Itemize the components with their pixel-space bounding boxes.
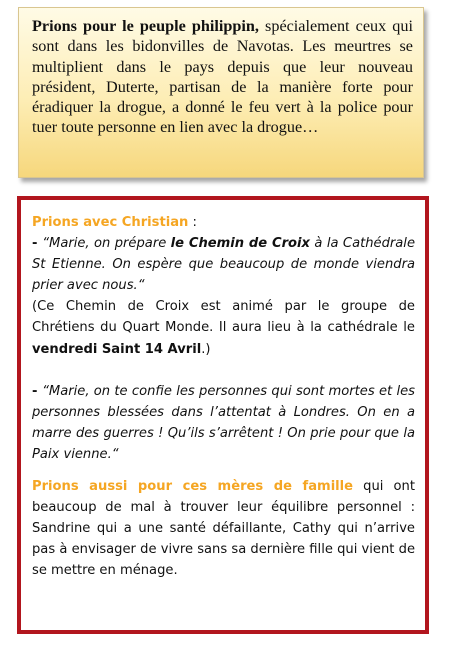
meres-paragraph bbox=[32, 476, 415, 581]
christian-quote-1 bbox=[32, 233, 415, 296]
quote-2-dash: - bbox=[32, 383, 43, 399]
intro-body: spécialement ceux qui sont dans les bidonvilles de Navotas. Les meurtres se multiplient dans le pays depuis que leur nouveau président, Duterte, partisan de la manière forte pour éradiquer la drogue, a donné le feu vert à la police pour tuer toute personne en lien avec la drogue… bbox=[32, 17, 413, 137]
note-after: .) bbox=[201, 341, 211, 357]
christian-heading: Prions avec Christian bbox=[32, 215, 189, 230]
intro-heading: Prions pour le peuple philippin, bbox=[32, 17, 259, 35]
note-before: (Ce Chemin de Croix est animé par le groupe de Chrétiens du Quart Monde. Il aura lieu à la cathédrale le bbox=[32, 299, 415, 336]
quote-1-before: “Marie, on prépare bbox=[42, 236, 171, 252]
chemin-de-croix-note bbox=[32, 296, 415, 359]
quote-2-text: “Marie, on te confie les personnes qui sont mortes et les personnes blessées dans l’attentat à Londres. On en a marre des guerres ! Qu’ils s’arrêtent ! On prie pour que la Paix vienne.“ bbox=[32, 383, 415, 462]
meres-heading: Prions aussi pour ces mères de famille bbox=[32, 479, 354, 495]
note-bold: vendredi Saint 14 Avril bbox=[32, 341, 202, 357]
prayer-box bbox=[17, 196, 429, 634]
christian-heading-colon: : bbox=[188, 215, 197, 230]
quote-1-dash: - bbox=[32, 236, 43, 252]
spacer bbox=[32, 360, 415, 381]
christian-heading-line bbox=[32, 212, 415, 233]
meres-body: qui ont beaucoup de mal à trouver leur équilibre personnel : Sandrine qui a une santé défaillante, Cathy qui n’arrive pas à envisager de vivre sans sa dernière fille qui vient de se mettre en ménage. bbox=[32, 479, 415, 579]
christian-quote-2 bbox=[32, 381, 415, 465]
spacer bbox=[32, 465, 415, 476]
quote-1-after: à la Cathédrale St Etienne. On espère que beaucoup de monde viendra prier avec nous.“ bbox=[32, 236, 415, 294]
quote-1-bold: le Chemin de Croix bbox=[170, 236, 310, 252]
intro-box bbox=[18, 7, 424, 178]
